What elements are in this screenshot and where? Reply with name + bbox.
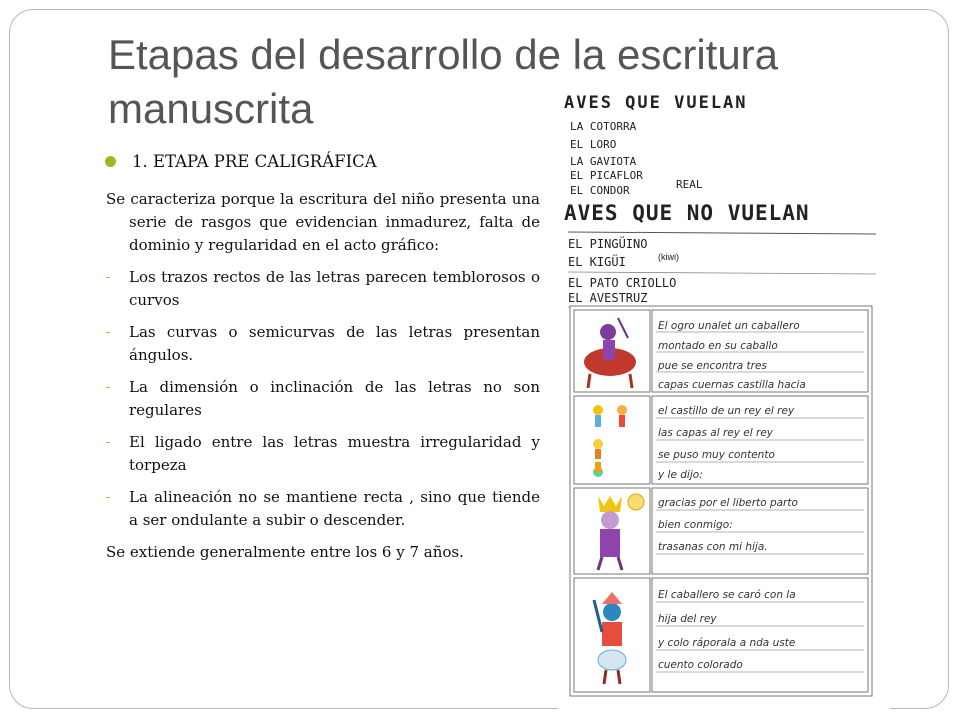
story-line: capas cuernas castilla hacia: [658, 379, 806, 391]
bird-item: EL PATO CRIOLLO: [568, 276, 677, 290]
list-item-text: La alineación no se mantiene recta , sino que tiende a ser ondulante a subir o descender.: [129, 488, 540, 529]
story-line: cuento colorado: [658, 659, 743, 671]
bird-item: EL KIGÜI: [568, 255, 626, 269]
heading-aves-que-vuelan: AVES QUE VUELAN: [564, 93, 748, 113]
heading-aves-que-no-vuelan: AVES QUE NO VUELAN: [564, 201, 810, 225]
section-heading-row: [105, 152, 545, 171]
list-item: [106, 431, 540, 477]
list-item-text: La dimensión o inclinación de las letras no son regulares: [129, 378, 540, 419]
dash-bullet-icon: -: [106, 270, 111, 285]
bird-item: LA GAVIOTA: [570, 155, 637, 168]
bird-item: EL PICAFLOR: [570, 169, 643, 182]
slide-title: Etapas del desarrollo de la escritura manuscrita: [108, 31, 779, 132]
story-line: y colo ráporala a nda uste: [658, 637, 796, 649]
bird-item: EL AVESTRUZ: [568, 291, 648, 305]
story-line: El ogro unalet un caballero: [658, 320, 800, 332]
dash-bullet-icon: -: [106, 325, 111, 340]
bird-item: EL PINGÜINO: [568, 237, 648, 251]
list-item-text: Las curvas o semicurvas de las letras presentan ángulos.: [129, 323, 540, 364]
bird-item-real: REAL: [676, 178, 703, 191]
story-line: El caballero se caró con la: [658, 589, 796, 601]
list-item: [106, 321, 540, 367]
bullet-dot-icon: [105, 156, 116, 167]
bird-item: LA COTORRA: [570, 120, 637, 133]
story-line: las capas al rey el rey: [658, 427, 773, 439]
story-line: montado en su caballo: [658, 340, 778, 352]
list-item: [106, 266, 540, 312]
bird-item: EL LORO: [570, 138, 617, 151]
dash-bullet-icon: -: [106, 380, 111, 395]
story-line: el castillo de un rey el rey: [658, 405, 795, 417]
list-item-text: Los trazos rectos de las letras parecen temblorosos o curvos: [129, 268, 540, 309]
bird-note-kiwi: (kiwi): [658, 252, 679, 262]
list-item: [106, 376, 540, 422]
list-item-text: El ligado entre las letras muestra irregularidad y torpeza: [129, 433, 540, 474]
story-line: trasanas con mi hija.: [658, 541, 768, 553]
intro-paragraph: Se caracteriza porque la escritura del niño presenta una serie de rasgos que evidencian inmadurez, falta de dominio y regularidad en el acto gráfico:: [106, 190, 540, 254]
story-line: gracias por el liberto parto: [658, 497, 798, 509]
handwriting-sample-image: [558, 92, 890, 710]
slide-body: [106, 188, 540, 564]
closing-sentence: Se extiende generalmente entre los 6 y 7 años.: [106, 543, 464, 561]
story-line: bien conmigo:: [658, 519, 733, 531]
dash-bullet-icon: -: [106, 435, 111, 450]
story-line: y le dijo:: [658, 469, 703, 481]
story-line: pue se encontra tres: [658, 360, 767, 372]
story-panels: [570, 306, 872, 696]
list-item: [106, 486, 540, 532]
story-line: se puso muy contento: [658, 449, 775, 461]
dash-bullet-icon: -: [106, 490, 111, 505]
bird-item: EL CONDOR: [570, 184, 630, 197]
story-line: hija del rey: [658, 613, 717, 625]
section-heading: 1. ETAPA PRE CALIGRÁFICA: [132, 152, 377, 171]
